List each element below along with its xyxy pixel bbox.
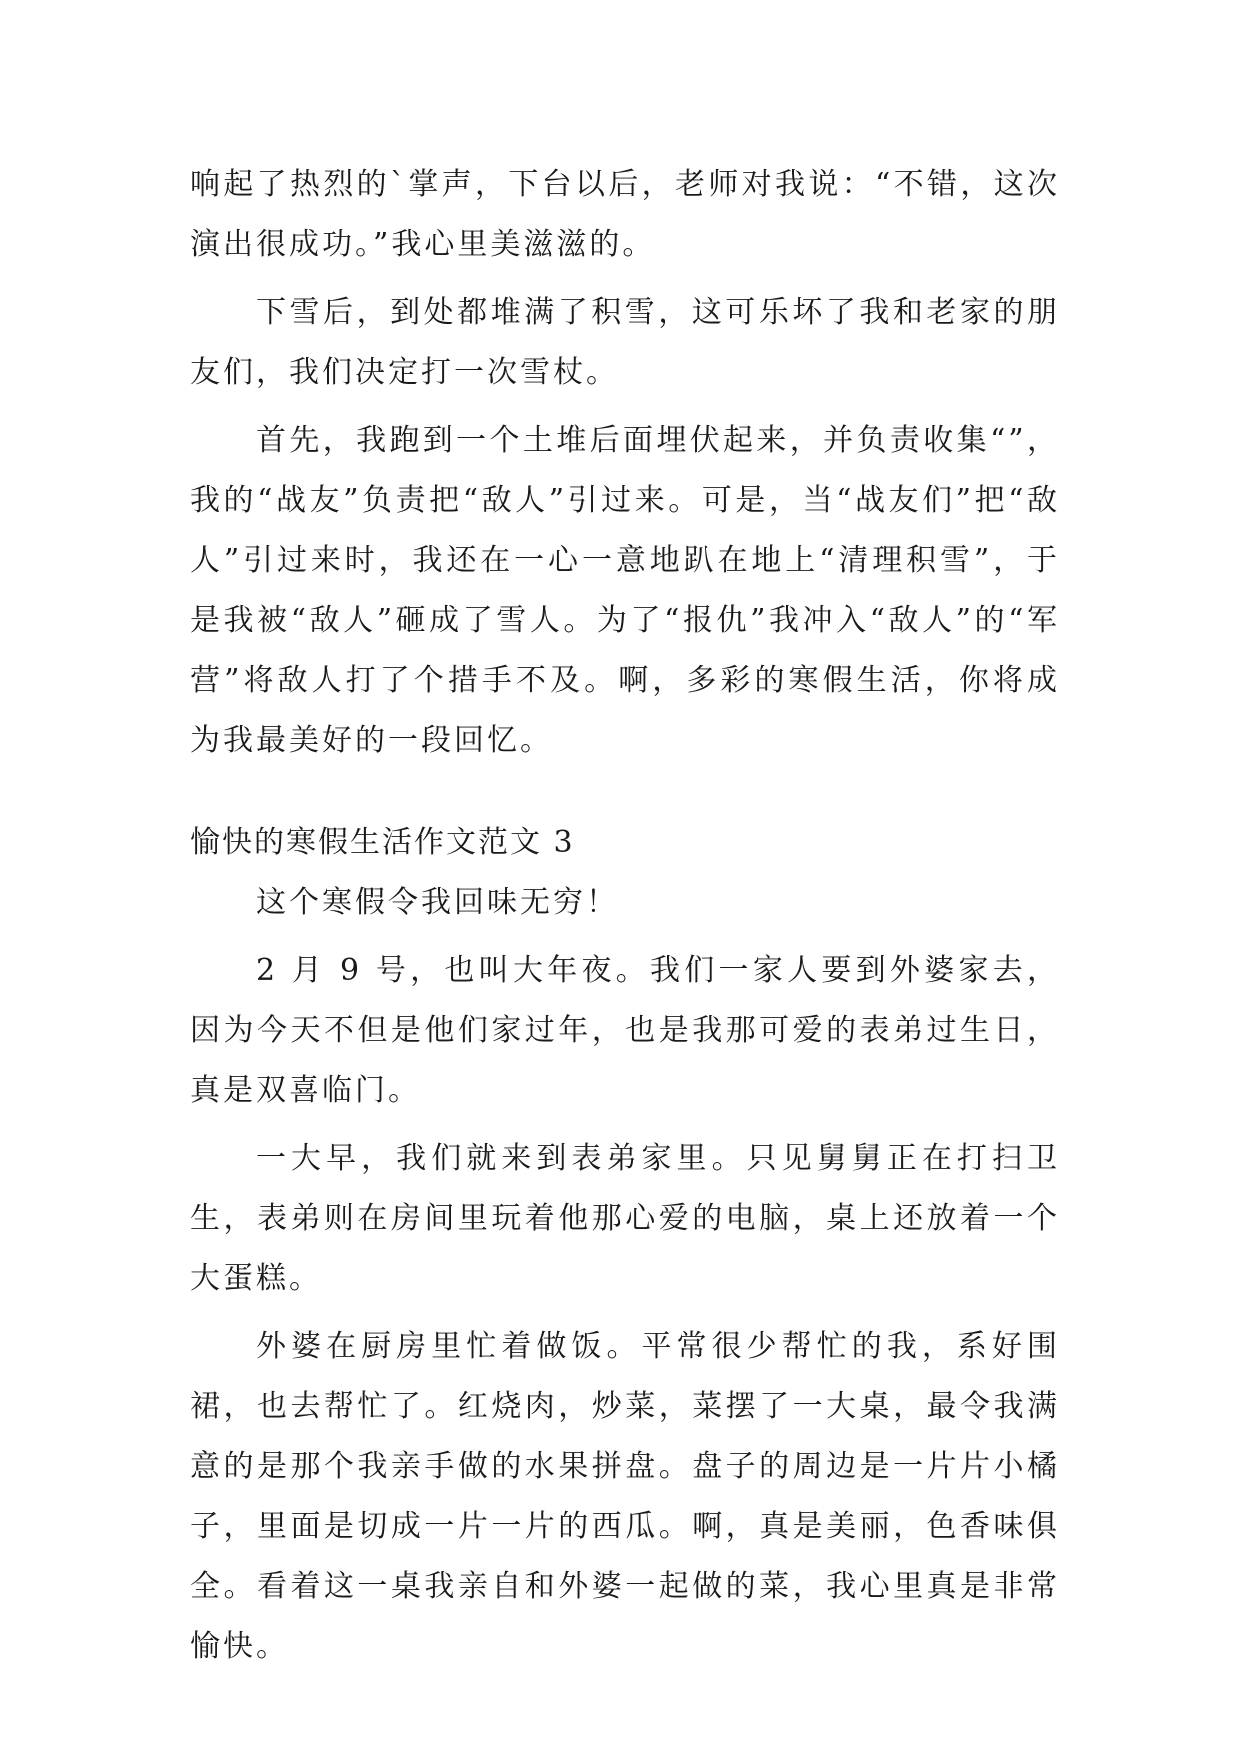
paragraph-morning: 一大早，我们就来到表弟家里。只见舅舅正在打扫卫生，表弟则在房间里玩着他那心爱的电脑，桌上还放着一个大蛋糕。 — [190, 1141, 1060, 1296]
section-title: 愉快的寒假生活作文范文 3 — [190, 825, 575, 860]
document-page — [190, 155, 1060, 1677]
paragraph-continuation: 响起了热烈的`掌声，下台以后，老师对我说：“不错，这次演出很成功。”我心里美滋滋的。 — [190, 167, 1060, 262]
paragraph-snowball-fight: 首先，我跑到一个土堆后面埋伏起来，并负责收集“”，我的“战友”负责把“敌人”引过来。可是，当“战友们”把“敌人”引过来时，我还在一心一意地趴在地上“清理积雪”，于是我被“敌人”砸成了雪人。为了“报仇”我冲入“敌人”的“军营”将敌人打了个措手不及。啊，多彩的寒假生活，你将成为我最美好的一段回忆。 — [190, 423, 1060, 758]
paragraph-snow: 下雪后，到处都堆满了积雪，这可乐坏了我和老家的朋友们，我们决定打一次雪杖。 — [190, 295, 1060, 390]
paragraph-new-year-eve: 2 月 9 号，也叫大年夜。我们一家人要到外婆家去，因为今天不但是他们家过年，也是我那可爱的表弟过生日，真是双喜临门。 — [190, 953, 1060, 1108]
paragraph-cooking: 外婆在厨房里忙着做饭。平常很少帮忙的我，系好围裙，也去帮忙了。红烧肉，炒菜，菜摆了一大桌，最令我满意的是那个我亲手做的水果拼盘。盘子的周边是一片片小橘子，里面是切成一片一片的西瓜。啊，真是美丽，色香味俱全。看着这一桌我亲自和外婆一起做的菜，我心里真是非常愉快。 — [190, 1329, 1060, 1664]
paragraph-intro: 这个寒假令我回味无穷！ — [256, 885, 619, 920]
